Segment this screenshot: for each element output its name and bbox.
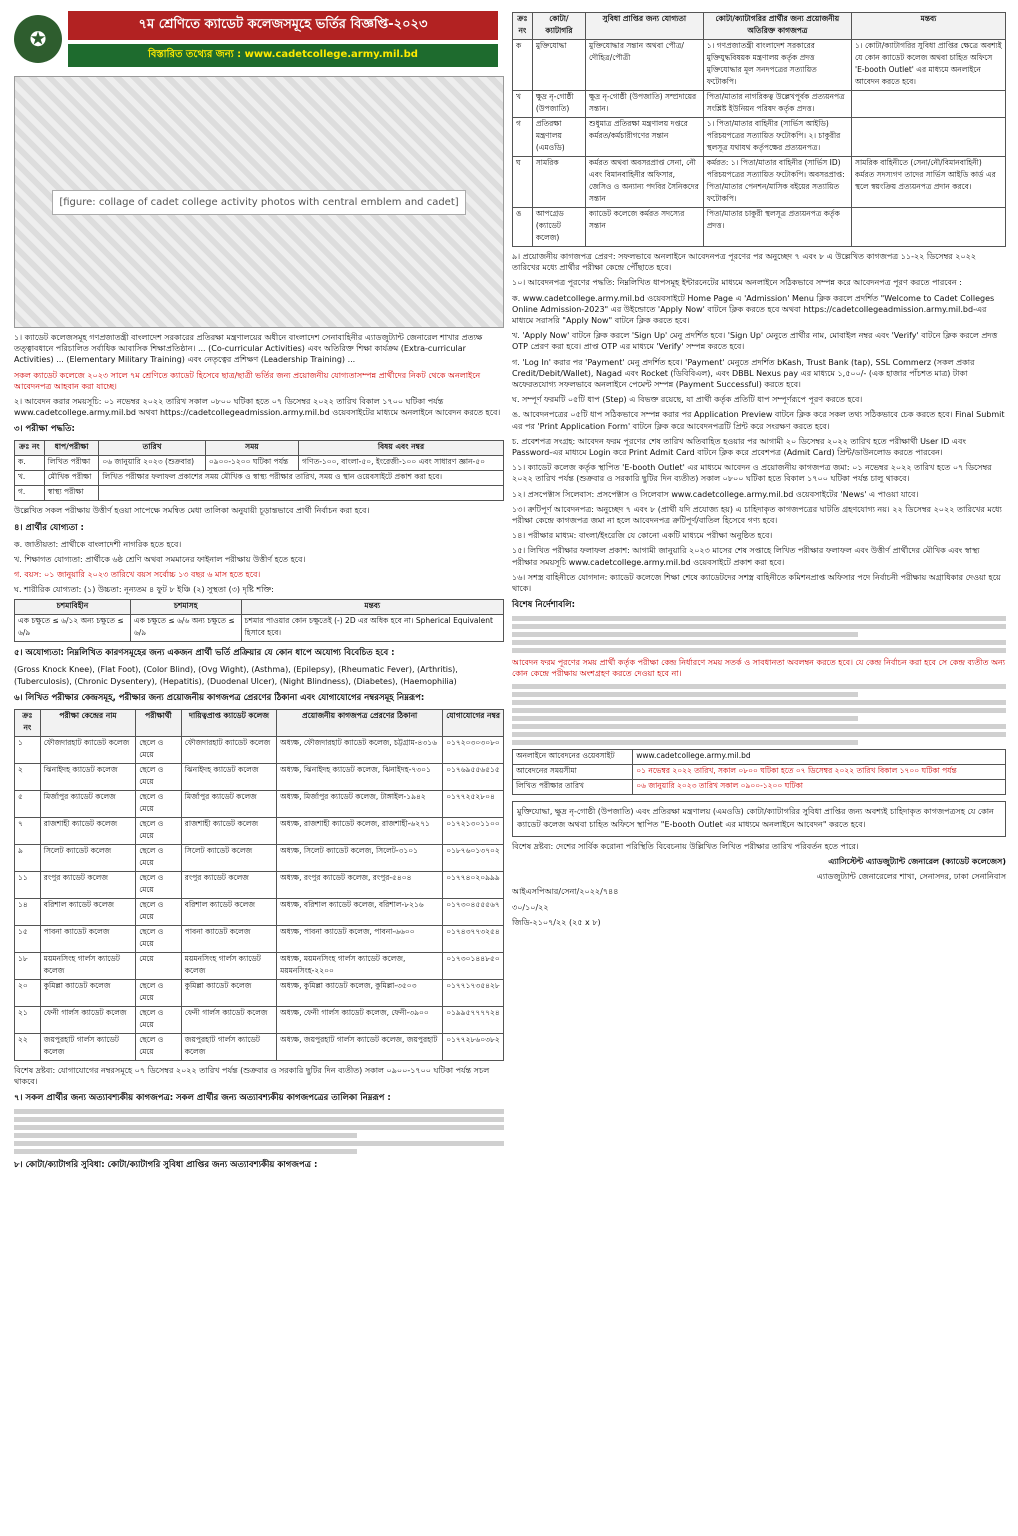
table-row <box>513 157 1006 208</box>
qual-line: খ. শিক্ষাগত যোগ্যতা: প্রার্থীকে ৬ষ্ঠ শ্রেণি অথবা সমমানের ফাইনাল পরীক্ষায় উত্তীর্ণ হতে হবে। <box>14 554 306 564</box>
step: ক. www.cadetcollege.army.mil.bd ওয়েবসাইটে Home Page এ 'Admission' Menu ক্লিক করলে প্রদর্শিত "Welcome to Cadet Colleges Online Admission-2023" এর উইন্ডোতে 'Apply Now' বাটনে ক্লিক করতে হবে অথবা https://cadetcollegeadmission.army.mil.bd-এর মাধ্যমে সরাসরি "Apply Now" বাটনে ক্লিক করতে হবে। <box>512 293 995 326</box>
th: প্রয়োজনীয় কাগজপত্র প্রেরণের ঠিকানা <box>277 709 443 736</box>
cell: মৌখিক পরীক্ষা <box>44 471 99 486</box>
cell: রংপুর ক্যাডেট কলেজ <box>40 871 135 898</box>
cell: ছেলে ও মেয়ে <box>136 1006 182 1033</box>
reference-date: ৩০/১০/২২ <box>512 902 549 912</box>
cell: শুধুমাত্র প্রতিরক্ষা মন্ত্রণালয় দপ্তরে কর্মরত/কর্মচারীগণের সন্তান <box>586 118 704 157</box>
table-row <box>15 471 504 486</box>
cell: আবেদনের সময়সীমা <box>513 764 633 779</box>
cell: ছেলে ও মেয়ে <box>136 1033 182 1060</box>
cell: বরিশাল ক্যাডেট কলেজ <box>40 898 135 925</box>
cell: বরিশাল ক্যাডেট কলেজ <box>181 898 276 925</box>
cell: অধ্যক্ষ, মির্জাপুর ক্যাডেট কলেজ, টাঙ্গাইল-১৯৪২ <box>277 790 443 817</box>
cell: রংপুর ক্যাডেট কলেজ <box>181 871 276 898</box>
table-row <box>15 1033 504 1060</box>
qual-line: ঘ. শারীরিক যোগ্যতা: (১) উচ্চতা: নূন্যতম ৪ ফুট ৮ ইঞ্চি (২) সুস্থতা (৩) দৃষ্টি শক্তি: <box>14 585 274 595</box>
cell: ০১৭৭২৫২৮০৪ <box>443 790 504 817</box>
cell: ৫ <box>15 790 41 817</box>
cell: ক্ষুদ্র নৃ-গোষ্ঠী (উপজাতি) <box>532 91 585 118</box>
table-row <box>15 736 504 763</box>
cell: ০১৭৩০১৪৪৮৫০ <box>443 952 504 979</box>
cell: ০১৭৩০৪৫৫৫৬৭ <box>443 898 504 925</box>
cell: জয়পুরহাট গার্লস ক্যাডেট কলেজ <box>181 1033 276 1060</box>
step: চ. প্রবেশপত্র সংগ্রহ: আবেদন ফরম পূরণের শেষ তারিখ অতিবাহিত হওয়ার পর আগামী ২০ ডিসেম্বর ২০২২ তারিখ হতে পরীক্ষার্থী User ID এবং Password-এর মাধ্যমে Login করে Print Admit Card বাটনে ক্লিক করে প্রবেশপত্র (Admit Card) প্রিন্ট/ডাউনলোড করতে পারবেন। <box>512 436 966 458</box>
table-row <box>15 952 504 979</box>
step: ঘ. সম্পূর্ণ ফরমটি ০৫টি ধাপ (Step) এ বিভক্ত রয়েছে, যা প্রার্থী কর্তৃক প্রতিটি ধাপ সম্পূর্ণরূপে পূরণ করতে হবে। <box>512 395 863 405</box>
cell: চশমার পাওয়ার কোন চক্ষুতেই (-) 2D এর অধিক হবে না। Spherical Equivalent হিসাবে হবে। <box>241 615 504 642</box>
cell: লিখিত পরীক্ষার তারিখ <box>513 779 633 794</box>
cell: গ. <box>15 486 45 501</box>
cell: ০৬ জানুয়ারি ২০২৩ তারিখ সকাল ০৯০০-১২০০ ঘটিকা <box>633 779 1006 794</box>
table-row <box>15 790 504 817</box>
cell: ০৬ জানুয়ারি ২০২৩ (শুক্রবার) <box>99 456 205 471</box>
step: ঙ. আবেদনপত্রের ০৫টি ধাপ সঠিকভাবে সম্পন্ন করার পর Application Preview বাটনে ক্লিক করে সকল তথ্য সঠিকভাবে চেক করতে হবে। Final Submit এর পর 'Print Application Form' বাটনে ক্লিক করে আবেদনপত্রটি প্রিন্ট করে সংরক্ষণ করতে হবে। <box>512 410 1005 431</box>
item-9: ৯। প্রয়োজনীয় কাগজপত্র প্রেরণ: সফলভাবে অনলাইনে আবেদনপত্র পূরণের পর অনুচ্ছেদ ৭ এবং ৮ এ উল্লেখিত কাগজপত্র ১১-২২ ডিসেম্বর ২০২২ তারিখের মধ্যে প্রার্থীর পরীক্ষা কেন্দ্রে পৌঁছাতে হবে। <box>512 252 977 273</box>
cell: ১৪ <box>15 898 41 925</box>
table-row <box>15 817 504 844</box>
cell: অধ্যক্ষ, বরিশাল ক্যাডেট কলেজ, বরিশাল-৮২১৬ <box>277 898 443 925</box>
cell: ১। পিতা/মাতার বাহিনীর (সার্ভিস আইডি) পরিচয়পত্রের সত্যায়িত ফটোকপি। ২। চাকুরীর স্থলসূত্র যথাযথ কর্তৃপক্ষের প্রত্যয়নপত্র। <box>703 118 851 157</box>
cell: ১৮ <box>15 952 41 979</box>
cell: ২ <box>15 763 41 790</box>
table-row <box>513 749 1006 764</box>
qual-line: গ. বয়স: ০১ জানুয়ারি ২০২৩ তারিখে বয়স সর্বোচ্চ ১৩ বছর ৬ মাস হতে হবে। <box>14 570 261 580</box>
para-2: ২। আবেদন করার সময়সূচি: ০১ নভেম্বর ২০২২ তারিখ সকাল ০৮০০ ঘটিকা হতে ০৭ ডিসেম্বর ২০২২ তারিখ বিকাল ১৭০০ ঘটিকা পর্যন্ত www.cadetcollege.army.mil.bd অথবা https://cadetcollegeadmission.army.mil.bd ওয়েবসাইটের মাধ্যমে অনলাইনে আবেদন করতে হবে। <box>14 397 501 418</box>
th: পরীক্ষার্থী <box>136 709 182 736</box>
th: যোগাযোগের নম্বর <box>443 709 504 736</box>
cell: মির্জাপুর ক্যাডেট কলেজ <box>40 790 135 817</box>
cell: ৯ <box>15 844 41 871</box>
th: পরীক্ষা কেন্দ্রের নাম <box>40 709 135 736</box>
cell: কর্মরত অথবা অবসরপ্রাপ্ত সেনা, নৌ এবং বিমানবাহিনীর অফিসার, জেসিও ও অন্যান্য পদবির সৈনিকদের সন্তান <box>586 157 704 208</box>
table-row <box>513 764 1006 779</box>
cell: রাজশাহী ক্যাডেট কলেজ <box>40 817 135 844</box>
signature-office: এ্যাডজুট্যান্ট জেনারেলের শাখা, সেনাসদর, ঢাকা সেনানিবাস <box>816 872 1006 882</box>
cell: অধ্যক্ষ, ঝিনাইদহ ক্যাডেট কলেজ, ঝিনাইদহ-৭৩০১ <box>277 763 443 790</box>
cell: কুমিল্লা ক্যাডেট কলেজ <box>181 979 276 1006</box>
table-row <box>15 844 504 871</box>
special-instructions-body-2 <box>512 684 1006 745</box>
cell: ০১৭২০৩০৩০৮০ <box>443 736 504 763</box>
cell: ০১ নভেম্বর ২০২২ তারিখ, সকাল ০৮০০ ঘটিকা হতে ০৭ ডিসেম্বর ২০২২ তারিখ বিকাল ১৭০০ ঘটিকা পর্যন্ত <box>633 764 1006 779</box>
th: চশমাবিহীন <box>15 600 131 615</box>
item-14: ১৪। পরীক্ষার মাধ্যম: বাংলা/ইংরেজি যে কোনো একটি মাধ্যমে পরীক্ষা অনুষ্ঠিত হবে। <box>512 531 773 541</box>
cell: মেয়ে <box>136 952 182 979</box>
section-5-title: ৫। অযোগ্যতা: নিম্নলিখিত কারণসমূহের জন্য একজন প্রার্থী ভর্তি প্রক্রিয়ার যে কোন ধাপে অযোগ্য বিবেচিত হবে : <box>14 648 395 659</box>
cell: ছেলে ও মেয়ে <box>136 979 182 1006</box>
table-row <box>513 208 1006 247</box>
image-placeholder <box>14 76 504 328</box>
th: কোটা/ক্যাটাগরি <box>532 13 585 40</box>
right-column <box>512 8 1006 928</box>
cell: ০১৯৯৫৭৭৭৭২৪ <box>443 1006 504 1033</box>
cell: ০১৮৭৬০১৩৭০২ <box>443 844 504 871</box>
item-15: ১৫। লিখিত পরীক্ষার ফলাফল প্রকাশ: আগামী জানুয়ারি ২০২৩ মাসের শেষ সপ্তাহে লিখিত পরীক্ষার ফলাফল এবং উত্তীর্ণ প্রার্থীদের মৌখিক এবং স্বাস্থ্য পরীক্ষার সময়সূচি www.cadetcollege.army.mil.bd ওয়েবসাইটে প্রকাশ করা হবে। <box>512 546 980 567</box>
item-13: ১৩। ক্রটিপূর্ণ আবেদনপত্র: অনুচ্ছেদ ৭ এবং ৮ (প্রার্থী যদি প্রযোজ্য হয়) এ চাহিদাকৃত কাগজপত্রের ঘাটতি গ্রহণযোগ্য নয়। ২২ ডিসেম্বর ২০২২ তারিখের মধ্যে পরীক্ষা কেন্দ্রে কাগজপত্র জমা না হলে আবেদনপত্র ক্রটিপূর্ণ/বাতিল হিসেবে গণ্য হবে। <box>512 504 1002 526</box>
cell: মুক্তিযোদ্ধা <box>532 40 585 91</box>
cell: পিতা/মাতার চাকুরী স্থলসূত্র প্রত্যয়নপত্র কর্তৃক প্রদত্ত। <box>703 208 851 247</box>
qual-line: ক. জাতীয়তা: প্রার্থীকে বাংলাদেশী নাগরিক হতে হবে। <box>14 539 182 549</box>
cell: অধ্যক্ষ, কুমিল্লা ক্যাডেট কলেজ, কুমিল্লা-৩৫০৩ <box>277 979 443 1006</box>
table-row <box>15 979 504 1006</box>
cell: মির্জাপুর ক্যাডেট কলেজ <box>181 790 276 817</box>
cell: ৭ <box>15 817 41 844</box>
cell: লিখিত পরীক্ষা <box>44 456 99 471</box>
cell: ২২ <box>15 1033 41 1060</box>
cell: অনলাইনে আবেদনের ওয়েবসাইট <box>513 749 633 764</box>
th: চশমাসহ <box>130 600 241 615</box>
cell: ঙ <box>513 208 533 247</box>
table-row <box>15 925 504 952</box>
cell: ছেলে ও মেয়ে <box>136 790 182 817</box>
item-12: ১২। প্রসপেক্টাস সিলেবাস: প্রসপেক্টাস ও সিলেবাস www.cadetcollege.army.mil.bd ওয়েবসাইটের 'News' এ পাওয়া যাবে। <box>512 489 919 499</box>
para-1-red: সকল ক্যাডেট কলেজে ২০২৩ সালে ৭ম শ্রেণিতে ক্যাডেট হিসেবে ছাত্র/ছাত্রী ভর্তির জন্য প্রয়োজনীয় যোগ্যতাসম্পন্ন প্রার্থীদের নিকট থেকে অনলাইনে আবেদনপত্র আহবান করা যাচ্ছে। <box>14 370 481 391</box>
table-row <box>513 40 1006 91</box>
cell: ১৫ <box>15 925 41 952</box>
cell <box>852 118 1006 157</box>
quota-table <box>512 12 1006 247</box>
special-bottom: বিশেষ দ্রষ্টব্য: দেশের সার্বিক করোনা পরিস্থিতি বিবেচনায় উল্লিখিত লিখিত পরীক্ষার তারিখ পরিবর্তন হতে পারে। <box>512 841 859 851</box>
cell: সামরিক <box>532 157 585 208</box>
table-row <box>513 91 1006 118</box>
cell: প্রতিরক্ষা মন্ত্রণালয় (এমওডি) <box>532 118 585 157</box>
cell: এক চক্ষুতে ≤ ৬/৬ অন্য চক্ষুতে ≤ ৬/৯ <box>130 615 241 642</box>
cell: গণিত-১০০, বাংলা-৫০, ইংরেজী-১০০ এবং সাধারণ জ্ঞান-৫০ <box>298 456 503 471</box>
website-banner: বিস্তারিত তথ্যের জন্য : www.cadetcollege.army.mil.bd <box>68 44 498 67</box>
cell: ক্ষুদ্র নৃ-গোষ্ঠী (উপজাতি) সম্প্রদায়ের সন্তান। <box>586 91 704 118</box>
cell: অধ্যক্ষ, রংপুর ক্যাডেট কলেজ, রংপুর-৫৪০৪ <box>277 871 443 898</box>
reference-number: আইএসপিআর/সেনা/২০২২/৭৪৪ <box>512 887 619 897</box>
cell: ঝিনাইদহ ক্যাডেট কলেজ <box>181 763 276 790</box>
cell: ০১৭৪৩৭৭৩২৫৪ <box>443 925 504 952</box>
table-row <box>15 763 504 790</box>
cell: ক <box>513 40 533 91</box>
merit-note: উল্লেখিত সকল পরীক্ষায় উত্তীর্ণ হওয়া সাপেক্ষে সমন্বিত মেধা তালিকা অনুযায়ী চূড়ান্তভাবে প্রার্থী নির্বাচন করা হবে। <box>14 506 370 516</box>
cell: ২১ <box>15 1006 41 1033</box>
th: ক্রঃ নং <box>15 441 45 456</box>
section-7-title: ৭। সকল প্রার্থীর জন্য অত্যাবশ্যকীয় কাগজপত্র: সকল প্রার্থীর জন্য অত্যাবশ্যকীয় কাগজপত্রের তালিকা নিম্নরূপ : <box>14 1093 391 1104</box>
cell: ঝিনাইদহ ক্যাডেট কলেজ <box>40 763 135 790</box>
item-10: ১০। আবেদনপত্র পূরণের পদ্ধতি: নিম্নলিখিত ধাপসমূহ ইন্টারনেটের মাধ্যমে অনলাইনে সঠিকভাবে সম্পন্ন করে আবেদনপত্র পূরণ করতে পারবেন : <box>512 278 962 288</box>
cell: অধ্যক্ষ, জয়পুরহাট গার্লস ক্যাডেট কলেজ, জয়পুরহাট <box>277 1033 443 1060</box>
cell: ফৌজদারহাট ক্যাডেট কলেজ <box>181 736 276 763</box>
cell: পাবনা ক্যাডেট কলেজ <box>40 925 135 952</box>
cell: ছেলে ও মেয়ে <box>136 871 182 898</box>
cell: ০১৭৭২৮৬০৩৮২ <box>443 1033 504 1060</box>
footer-code: জিডি-২১০৭/২২ (২৫ x ৮) <box>512 917 601 927</box>
cell: ময়মনসিংহ গার্লস ক্যাডেট কলেজ <box>181 952 276 979</box>
cell: ফেনী গার্লস ক্যাডেট কলেজ <box>181 1006 276 1033</box>
cell: ০৯০০-১২০০ ঘটিকা পর্যন্ত <box>205 456 298 471</box>
cell: ০১৭২১৩০১১০০ <box>443 817 504 844</box>
cell: অধ্যক্ষ, পাবনা ক্যাডেট কলেজ, পাবনা-৬৬০০ <box>277 925 443 952</box>
th: তারিখ <box>99 441 205 456</box>
cell: সিলেট ক্যাডেট কলেজ <box>181 844 276 871</box>
table-row <box>15 486 504 501</box>
table-row <box>15 898 504 925</box>
notice-header <box>14 8 504 70</box>
summary-note: মুক্তিযোদ্ধা, ক্ষুদ্র নৃ-গোষ্ঠী (উপজাতি) এবং প্রতিরক্ষা মন্ত্রণালয় (এমওডি) কোটা/ক্যাটাগরির সুবিধা প্রাপ্তির জন্য অবশ্যই চাহিদাকৃত কাগজপত্রসহ যে কোন ক্যাডেট কলেজ অথবা চাহিত অফিসে স্থাপিত "E-booth Outlet এর মাধ্যমে অনলাইনে আবেদন" করতে হবে। <box>512 801 1006 837</box>
th: দায়িত্বপ্রাপ্ত ক্যাডেট কলেজ <box>181 709 276 736</box>
cell: খ <box>513 91 533 118</box>
cell: ০১৭৬৯৫৫৬৫১৫ <box>443 763 504 790</box>
table-row <box>15 1006 504 1033</box>
item-11: ১১। ক্যাডেট কলেজ কর্তৃক স্থাপিত 'E-booth Outlet' এর মাধ্যমে আবেদন ও প্রয়োজনীয় কাগজপত্র জমা: ০১ নভেম্বর ২০২২ তারিখ হতে ০৭ ডিসেম্বর ২০২২ তারিখ পর্যন্ত (শুক্রবার ও সরকারি ছুটির দিন ব্যতীত) সকাল ০৮০০ ঘটিকা হতে বিকাল ১৭০০ ঘটিকা পর্যন্ত চালু থাকবে। <box>512 463 992 484</box>
placeholder-label: [figure: collage of cadet college activity photos with central emblem and cadet] <box>52 190 465 215</box>
special-instructions-body <box>512 616 1006 653</box>
cell: ময়মনসিংহ গার্লস ক্যাডেট কলেজ <box>40 952 135 979</box>
th: বিষয় এবং নম্বর <box>298 441 503 456</box>
cell: ২০ <box>15 979 41 1006</box>
cell: স্বাস্থ্য পরীক্ষা <box>44 486 99 501</box>
cell: সামরিক বাহিনীতে (সেনা/নৌ/বিমানবাহিনী) কর্মরত সদস্যগণ তাদের সার্ভিস আইডি কার্ড এর স্থলে স্বয়ংক্রিয় প্রত্যয়নপত্র প্রদান করবে। <box>852 157 1006 208</box>
special-note: বিশেষ দ্রষ্টব্য: যোগাযোগের নম্বরসমূহে ০৭ ডিসেম্বর ২০২২ তারিখ পর্যন্ত (শুক্রবার ও সরকারি ছুটির দিন ব্যতীত) সকাল ০৯০০-১৭০০ ঘটিকা পর্যন্ত সচল থাকবে। <box>14 1065 490 1087</box>
th: ক্রঃ নং <box>513 13 533 40</box>
table-row <box>513 118 1006 157</box>
cell: পাবনা ক্যাডেট কলেজ <box>181 925 276 952</box>
centers-table <box>14 709 504 1061</box>
left-column <box>14 8 504 1172</box>
army-logo-icon: ✪ <box>14 15 62 63</box>
para-1: ১। ক্যাডেট কলেজসমূহ গণপ্রজাতন্ত্রী বাংলাদেশ সরকারের প্রতিরক্ষা মন্ত্রণালয়ের অধীনে বাংলাদেশ সেনাবাহিনীর এ্যাডজুট্যান্ট জেনারেল শাখার প্রত্যক্ষ তত্ত্বাবধানে পরিচালিত সর্বাধিক আবাসিক শিক্ষাপ্রতিষ্ঠান। ... (Co-curricular Activities) এবং অতিরিক্ত শিক্ষা কার্যক্রম (Extra-curricular Activities) ... (Elementary Military Training) এবং নেতৃত্বের প্রশিক্ষণ (Leadership Training) ... <box>14 333 483 365</box>
cell: এক চক্ষুতে ≤ ৬/১২ অন্য চক্ষুতে ≤ ৬/৯ <box>15 615 131 642</box>
cell: অধ্যক্ষ, ময়মনসিংহ গার্লস ক্যাডেট কলেজ, ময়মনসিংহ-২২০০ <box>277 952 443 979</box>
cell: ১ <box>15 736 41 763</box>
cell: ছেলে ও মেয়ে <box>136 898 182 925</box>
cell: ক্যাডেট কলেজে কর্মরত সদস্যের সন্তান <box>586 208 704 247</box>
special-instructions-red: আবেদন ফরম পূরণের সময় প্রার্থী কর্তৃক পরীক্ষা কেন্দ্র নির্ধারণে সময় সতর্ক ও সাবধানতা অবলম্বন করতে হবে। যে কেন্দ্র নির্বাচন করা হবে সে কেন্দ্র ব্যতীত অন্য কোন কেন্দ্রে পরীক্ষায় অংশগ্রহণ করতে দেওয়া হবে না। <box>512 658 1006 679</box>
cell: ১। গণপ্রজাতন্ত্রী বাংলাদেশ সরকারের মুক্তিযুদ্ধবিষয়ক মন্ত্রণালয় কর্তৃক প্রদত্ত মুক্তিযোদ্ধার মূল সনদপত্রের সত্যায়িত ফটোকপি। <box>703 40 851 91</box>
exam-table <box>14 440 504 501</box>
cell: অধ্যক্ষ, ফেনী গার্লস ক্যাডেট কলেজ, ফেনী-৩৯০০ <box>277 1006 443 1033</box>
cell: সিলেট ক্যাডেট কলেজ <box>40 844 135 871</box>
section-6-title: ৬। লিখিত পরীক্ষার কেন্দ্রসমূহ, পরীক্ষার জন্য প্রয়োজনীয় কাগজপত্র প্রেরণের ঠিকানা এবং যোগাযোগের নম্বরসমূহ নিম্নরূপ: <box>14 692 425 703</box>
cell: অধ্যক্ষ, সিলেট ক্যাডেট কলেজ, সিলেট-৩১০১ <box>277 844 443 871</box>
cell: ছেলে ও মেয়ে <box>136 817 182 844</box>
cell <box>852 91 1006 118</box>
table-row <box>15 615 504 642</box>
cell: ক. <box>15 456 45 471</box>
table-row <box>15 456 504 471</box>
cell: ০১৭৭১৭৩৫৪২৮ <box>443 979 504 1006</box>
cell: কর্মরত: ১। পিতা/মাতার বাহিনীর (সার্ভিস ID) পরিচয়পত্রের সত্যায়িত ফটোকপি। অবসরপ্রাপ্ত: পিতা/মাতার পেনশন/মাসিক বইয়ের সত্যায়িত ফটোকপি। <box>703 157 851 208</box>
notice-title: ৭ম শ্রেণিতে ক্যাডেট কলেজসমূহে ভর্তির বিজ্ঞপ্তি-২০২৩ <box>68 11 498 40</box>
section-4-title: ৪। প্রার্থীর যোগ্যতা : <box>14 522 84 533</box>
section-3-title: ৩। পরীক্ষা পদ্ধতি: <box>14 424 75 435</box>
signature-title: এ্যাসিস্টেন্ট এ্যাডজুট্যান্ট জেনারেল (ক্যাডেট কলেজেস) <box>828 856 1006 866</box>
cell: লিখিত পরীক্ষার ফলাফল প্রকাশের সময় মৌখিক ও স্বাস্থ্য পরীক্ষার তারিখ, সময় ও স্থান ওয়েবসাইটে প্রকাশ করা হবে। <box>99 471 504 486</box>
cell: ছেলে ও মেয়ে <box>136 763 182 790</box>
vision-table <box>14 599 504 642</box>
th: সময় <box>205 441 298 456</box>
cell: অধ্যক্ষ, ফৌজদারহাট ক্যাডেট কলেজ, চট্টগ্রাম-৪৩১৬ <box>277 736 443 763</box>
table-row <box>513 779 1006 794</box>
cell: আপগ্রেড (ক্যাডেট কলেজ) <box>532 208 585 247</box>
cell: ফৌজদারহাট ক্যাডেট কলেজ <box>40 736 135 763</box>
summary-table <box>512 749 1006 795</box>
step: গ. 'Log In' করার পর 'Payment' মেনু প্রদর্শিত হবে। 'Payment' মেনুতে প্রদর্শিত bKash, Trust Bank (tap), SSL Commerz (সকল প্রকার Credit/Debit/Wallet), Nagad এবং Rocket (ডিবিবিএল), এবং DBBL Nexus pay এর মাধ্যমে ১,৫০০/- (এক হাজার পাঁচশত মাত্র) টাকা অফেরতযোগ্য সফলভাবে অনলাইনে পেমেন্ট সম্পন্ন (Payment Successful) করতে হবে। <box>512 357 975 390</box>
cell: জয়পুরহাট গার্লস ক্যাডেট কলেজ <box>40 1033 135 1060</box>
cell: ১। কোটা/ক্যাটাগরির সুবিধা প্রাপ্তির ক্ষেত্রে অবশ্যই যে কোন ক্যাডেট কলেজ অথবা চাহিত অফিসে 'E-booth Outlet' এর মাধ্যমে অনলাইনে আবেদন করতে হবে। <box>852 40 1006 91</box>
section-8-title: ৮। কোটা/ক্যাটাগরি সুবিধা: কোটা/ক্যাটাগরি সুবিধা প্রাপ্তির জন্য অত্যাবশ্যকীয় কাগজপত্র : <box>14 1160 318 1171</box>
section-7-body <box>14 1109 504 1154</box>
cell: ছেলে ও মেয়ে <box>136 925 182 952</box>
disqualification-list: (Gross Knock Knee), (Flat Foot), (Color Blind), (Ovg Wight), (Asthma), (Epilepsy), (Rheumatic Fever), (Arthritis), (Tuberculosis), (Chronic Dysentery), (Hepatitis), (Duodenal Ulcer), (Night Blindness), (Diabetes), (Haemophilia) <box>14 665 458 686</box>
th: মন্তব্য <box>241 600 504 615</box>
cell: পিতা/মাতার নাগরিকত্ব উল্লেখপূর্বক প্রত্যয়নপত্র সংশ্লিষ্ট ইউনিয়ন পরিষদ কর্তৃক প্রদত্ত। <box>703 91 851 118</box>
table-row <box>15 871 504 898</box>
th: ধাপ/পরীক্ষা <box>44 441 99 456</box>
cell <box>852 208 1006 247</box>
cell: রাজশাহী ক্যাডেট কলেজ <box>181 817 276 844</box>
cell: মুক্তিযোদ্ধার সন্তান অথবা পৌত্র/দৌহিত্র/পৌত্রী <box>586 40 704 91</box>
cell <box>99 486 504 501</box>
cell: কুমিল্লা ক্যাডেট কলেজ <box>40 979 135 1006</box>
cell: www.cadetcollege.army.mil.bd <box>633 749 1006 764</box>
cell: ছেলে ও মেয়ে <box>136 736 182 763</box>
th: মন্তব্য <box>852 13 1006 40</box>
step: খ. 'Apply Now' বাটনে ক্লিক করলে 'Sign Up' মেনু প্রদর্শিত হবে। 'Sign Up' মেনুতে প্রার্থীর নাম, মোবাইল নম্বর এবং 'Verify' বাটনে ক্লিক করলে প্রদত্ত OTP প্রেরণ করা হবে। প্রাপ্ত OTP এর মাধ্যমে 'Verify' সম্পন্ন করতে হবে। <box>512 331 998 352</box>
cell: ফেনী গার্লস ক্যাডেট কলেজ <box>40 1006 135 1033</box>
item-16: ১৬। সশস্ত্র বাহিনীতে যোগদান: ক্যাডেট কলেজে শিক্ষা শেষে ক্যাডেটদের সশস্ত্র বাহিনীতে কমিশনপ্রাপ্ত অফিসার পদে নির্বাচনী পরীক্ষায় অগ্রাধিকার দেওয়া হয়ে থাকে। <box>512 572 1001 594</box>
cell: অধ্যক্ষ, রাজশাহী ক্যাডেট কলেজ, রাজশাহী-৬২৭১ <box>277 817 443 844</box>
cell: খ. <box>15 471 45 486</box>
th: সুবিধা প্রাপ্তির জন্য যোগ্যতা <box>586 13 704 40</box>
th: ক্রঃ নং <box>15 709 41 736</box>
cell: ছেলে ও মেয়ে <box>136 844 182 871</box>
cell: ০১৭৭৪০২০৯৯৯ <box>443 871 504 898</box>
cell: গ <box>513 118 533 157</box>
special-instructions-title: বিশেষ নির্দেশাবলি: <box>512 600 576 611</box>
th: কোটা/ক্যাটাগরির প্রার্থীর জন্য প্রয়োজনীয় অতিরিক্ত কাগজপত্র <box>703 13 851 40</box>
cell: ঘ <box>513 157 533 208</box>
cell: ১১ <box>15 871 41 898</box>
